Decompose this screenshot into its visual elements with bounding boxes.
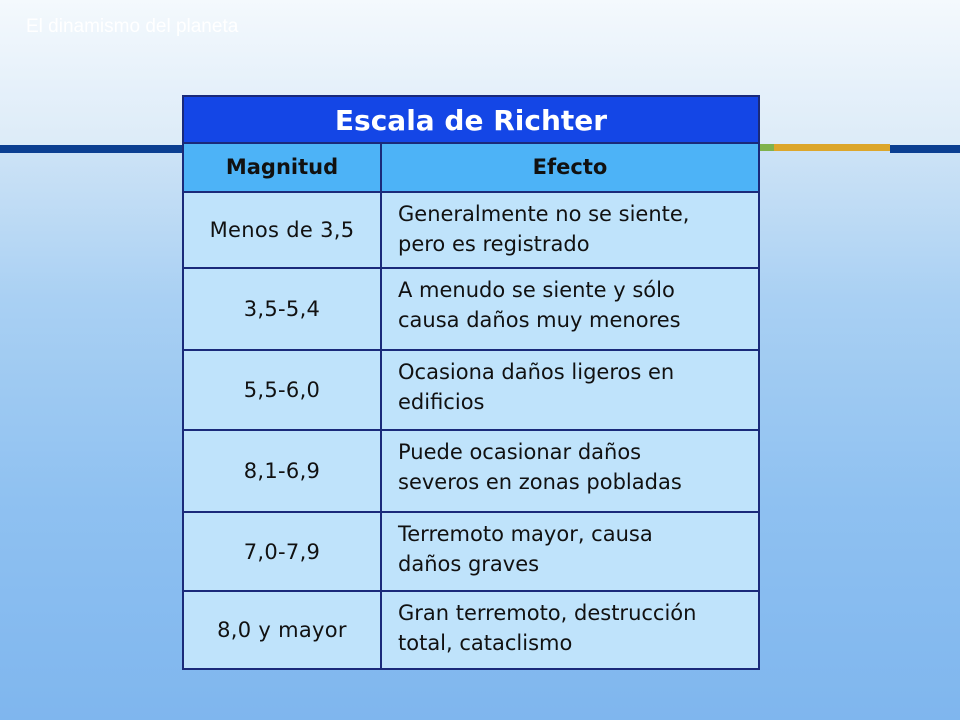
effect-line: severos en zonas pobladas [398,470,682,494]
magnitude-cell: 5,5-6,0 [243,378,321,402]
column-separator [380,144,382,668]
effect-cell [398,199,754,259]
magnitude-cell: 7,0-7,9 [243,539,321,564]
magnitude-cell: 8,0 y mayor [217,618,347,642]
effect-line: total, cataclismo [398,631,573,655]
effect-line: Terremoto mayor, causa [398,522,653,546]
magnitude-cell: 8,1-6,9 [243,459,321,483]
effect-line: daños graves [398,552,540,576]
accent-line-green [760,144,774,151]
effect-cell [398,598,754,658]
effect-cell [398,275,754,335]
header-magnitude: Magnitud [225,155,339,179]
table-row [184,351,758,431]
effect-cell [398,519,754,579]
effect-line: Puede ocasionar daños [398,440,642,464]
table-title: Escala de Richter [184,97,758,144]
accent-line-gold [774,144,890,151]
accent-line-right [890,145,960,153]
effect-line: A menudo se siente y sólo [398,278,675,302]
effect-line: Gran terremoto, destrucción [398,601,697,625]
slide-title: El dinamismo del planeta [26,16,239,37]
table-row [184,592,758,668]
table-row [184,513,758,592]
table-row [184,269,758,351]
magnitude-cell: 3,5-5,4 [243,297,321,321]
effect-line: causa daños muy menores [398,308,681,332]
magnitude-cell: Menos de 3,5 [209,218,355,242]
table-row [184,193,758,269]
accent-line-left [0,145,185,153]
effect-line: pero es registrado [398,232,590,256]
effect-cell [398,357,754,417]
table-header-row [184,144,758,193]
effect-line: edificios [398,390,485,414]
table-row [184,431,758,513]
effect-line: Ocasiona daños ligeros en [398,360,675,384]
effect-line: Generalmente no se siente, [398,202,690,226]
header-effect: Efecto [532,155,608,179]
effect-cell [398,437,754,497]
richter-table [182,95,760,670]
